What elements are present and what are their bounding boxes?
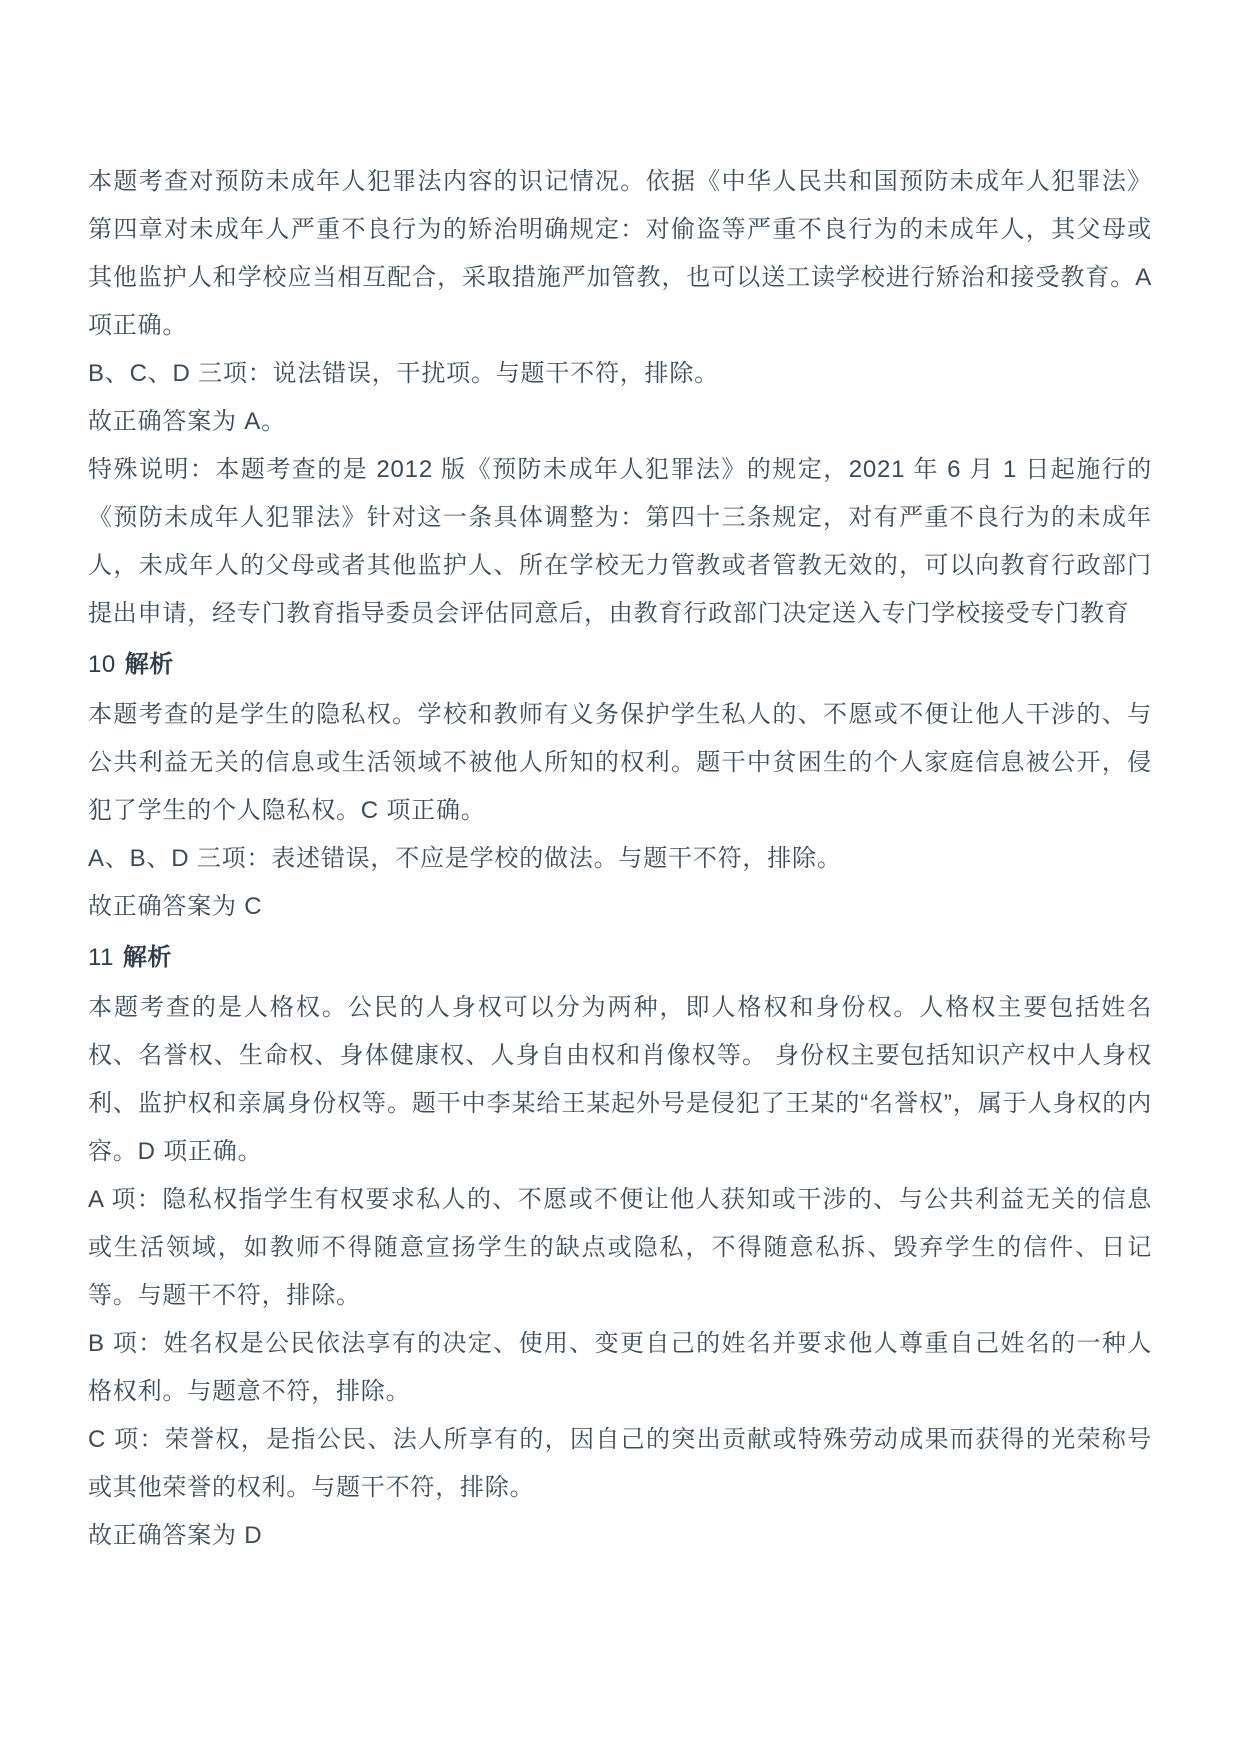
option-c-paragraph: C 项：荣誉权，是指公民、法人所享有的，因自己的突出贡献或特殊劳动成果而获得的光荣称号或其他荣誉的权利。与题干不符，排除。 [88, 1426, 1152, 1501]
wrong-options-paragraph: B、C、D 三项：说法错误，干扰项。与题干不符，排除。 [88, 360, 719, 387]
option-a-paragraph: A 项：隐私权指学生有权要求私人的、不愿或不便让他人获知或干涉的、与公共利益无关的信息或生活领域，如教师不得随意宣扬学生的缺点或隐私，不得随意私拆、毁弃学生的信件、日记等。与题干不符，排除。 [88, 1186, 1152, 1309]
explanation-paragraph: 本题考查的是人格权。公民的人身权可以分为两种，即人格权和身份权。人格权主要包括姓名权、名誉权、生命权、身体健康权、人身自由权和肖像权等。 身份权主要包括知识产权中人身权利、监护权和亲属身份权等。题干中李某给王某起外号是侵犯了王某的“名誉权”，属于人身权的内容。D 项正确。 [88, 994, 1152, 1165]
question-10-heading [88, 641, 1152, 689]
question-number: 10 [88, 651, 116, 678]
explanation-paragraph: 本题考查对预防未成年人犯罪法内容的识记情况。依据《中华人民共和国预防未成年人犯罪法》第四章对未成年人严重不良行为的矫治明确规定：对偷盗等严重不良行为的未成年人，其父母或其他监护人和学校应当相互配合，采取措施严加管教，也可以送工读学校进行矫治和接受教育。A 项正确。 [88, 168, 1152, 339]
correct-answer-line: 故正确答案为 D [88, 1522, 263, 1549]
question-number: 11 [88, 944, 114, 971]
heading-label: 解析 [124, 651, 174, 678]
special-note-paragraph: 特殊说明：本题考查的是 2012 版《预防未成年人犯罪法》的规定，2021 年 6 月 1 日起施行的《预防未成年人犯罪法》针对这一条具体调整为：第四十三条规定，对有严重不良行为的未成年人，未成年人的父母或者其他监护人、所在学校无力管教或者管教无效的，可以向教育行政部门提出申请，经专门教育指导委员会评估同意后，由教育行政部门决定送入专门学校接受专门教育 [88, 456, 1152, 627]
question-11-heading [88, 934, 1152, 982]
answer-section-9 [88, 158, 1152, 638]
answer-section-11 [88, 934, 1152, 1560]
correct-answer-line: 故正确答案为 C [88, 893, 263, 920]
answer-section-10 [88, 641, 1152, 931]
heading-label: 解析 [122, 944, 172, 971]
option-b-paragraph: B 项：姓名权是公民依法享有的决定、使用、变更自己的姓名并要求他人尊重自己姓名的一种人格权利。与题意不符，排除。 [88, 1330, 1152, 1405]
correct-answer-line: 故正确答案为 A。 [88, 408, 286, 435]
document-body [88, 158, 1152, 1560]
explanation-paragraph: 本题考查的是学生的隐私权。学校和教师有义务保护学生私人的、不愿或不便让他人干涉的、与公共利益无关的信息或生活领域不被他人所知的权利。题干中贫困生的个人家庭信息被公开，侵犯了学生的个人隐私权。C 项正确。 [88, 701, 1152, 824]
wrong-options-paragraph: A、B、D 三项：表述错误，不应是学校的做法。与题干不符，排除。 [88, 845, 842, 872]
